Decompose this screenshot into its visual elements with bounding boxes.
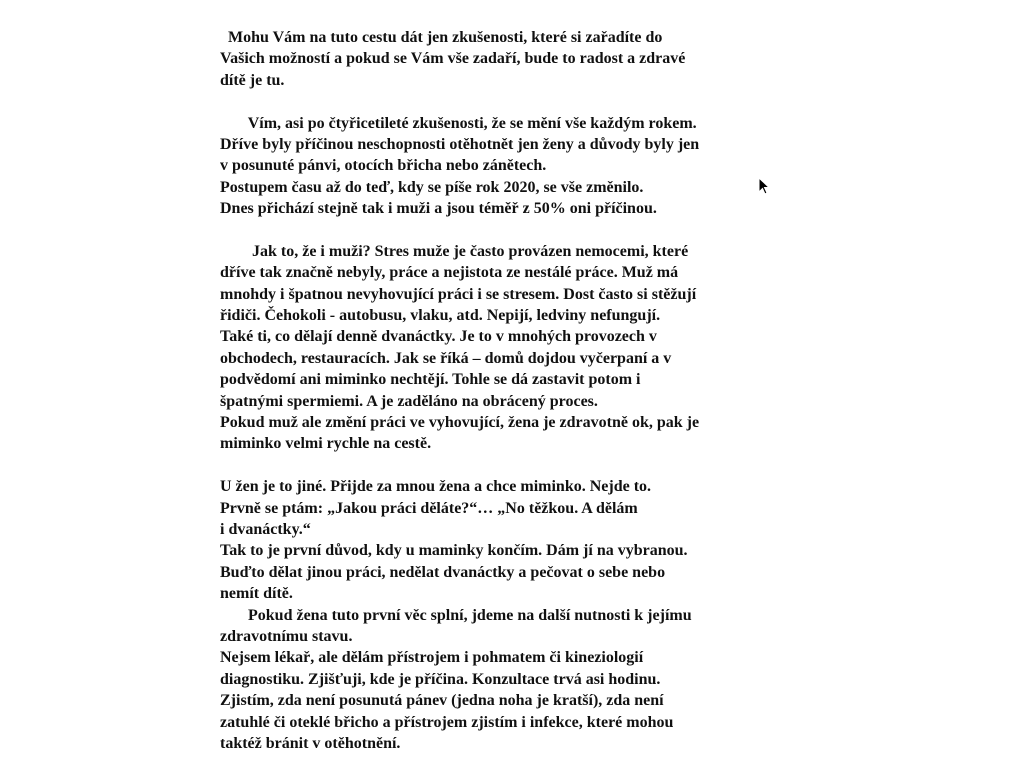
text-line: Tak to je první důvod, kdy u maminky končím. Dám jí na vybranou. (220, 542, 688, 560)
text-line: Pokud žena tuto první věc splní, jdeme na další nutnosti k jejímu (220, 606, 692, 624)
paragraph-2 (220, 113, 800, 220)
text-line: nemít dítě. (220, 585, 293, 603)
text-line: Postupem času až do teď, kdy se píše rok 2020, se vše změnilo. (220, 178, 644, 196)
text-line: Vašich možností a pokud se Vám vše zadaří, bude to radost a zdravé (220, 50, 686, 68)
paragraph-spacer (220, 455, 800, 476)
text-line: diagnostiku. Zjišťuji, kde je příčina. Konzultace trvá asi hodinu. (220, 670, 661, 688)
text-line: mnohdy i špatnou nevyhovující práci i se stresem. Dost často si stěžují (220, 285, 697, 303)
text-line: Buďto dělat jinou práci, nedělat dvanáctky a pečovat o sebe nebo (220, 563, 666, 581)
text-line: obchodech, restauracích. Jak se říká – domů dojdou vyčerpaní a v (220, 349, 672, 367)
text-line: Jak to, že i muži? Stres muže je často provázen nemocemi, které (220, 242, 689, 260)
text-line: miminko velmi rychle na cestě. (220, 435, 432, 453)
paragraph-3 (220, 241, 800, 455)
document-body (220, 27, 800, 754)
text-line: podvědomí ani miminko nechtějí. Tohle se dá zastavit potom i (220, 371, 641, 389)
text-line: Dříve byly příčinou neschopnosti otěhotnět jen ženy a důvody byly jen (220, 135, 700, 153)
text-line: špatnými spermiemi. A je zaděláno na obrácený proces. (220, 392, 598, 410)
text-line: taktéž bránit v otěhotnění. (220, 734, 401, 752)
mouse-pointer-icon (758, 177, 770, 195)
paragraph-spacer (220, 91, 800, 112)
text-line: Prvně se ptám: „Jakou práci děláte?“… „No těžkou. A dělám (220, 499, 638, 517)
text-line: i dvanáctky.“ (220, 520, 311, 538)
text-line: Dnes přichází stejně tak i muži a jsou téměř z 50% oni příčinou. (220, 200, 657, 218)
text-line: dítě je tu. (220, 71, 285, 89)
text-line: Nejsem lékař, ale dělám přístrojem i pohmatem či kineziologií (220, 649, 644, 667)
text-line: Zjistím, zda není posunutá pánev (jedna noha je kratší), zda není (220, 692, 664, 710)
text-line: Pokud muž ale změní práci ve vyhovující, žena je zdravotně ok, pak je (220, 414, 700, 432)
paragraph-4 (220, 476, 800, 754)
text-line: U žen je to jiné. Přijde za mnou žena a chce miminko. Nejde to. (220, 478, 652, 496)
text-line: dříve tak značně nebyly, práce a nejistota ze nestálé práce. Muž má (220, 264, 679, 282)
text-line: Vím, asi po čtyřicetileté zkušenosti, že se mění vše každým rokem. (220, 114, 697, 132)
text-line: Mohu Vám na tuto cestu dát jen zkušenosti, které si zařadíte do (220, 29, 663, 46)
paragraph-1 (220, 27, 800, 91)
text-line: zdravotnímu stavu. (220, 627, 353, 645)
text-line: v posunuté pánvi, otocích břicha nebo zánětech. (220, 157, 547, 175)
text-line: Také ti, co dělají denně dvanáctky. Je to v mnohých provozech v (220, 328, 657, 346)
paragraph-spacer (220, 220, 800, 241)
text-line: řidiči. Čehokoli - autobusu, vlaku, atd. Nepijí, ledviny nefungují. (220, 307, 661, 325)
text-line: zatuhlé či oteklé břicho a přístrojem zjistím i infekce, které mohou (220, 713, 674, 731)
